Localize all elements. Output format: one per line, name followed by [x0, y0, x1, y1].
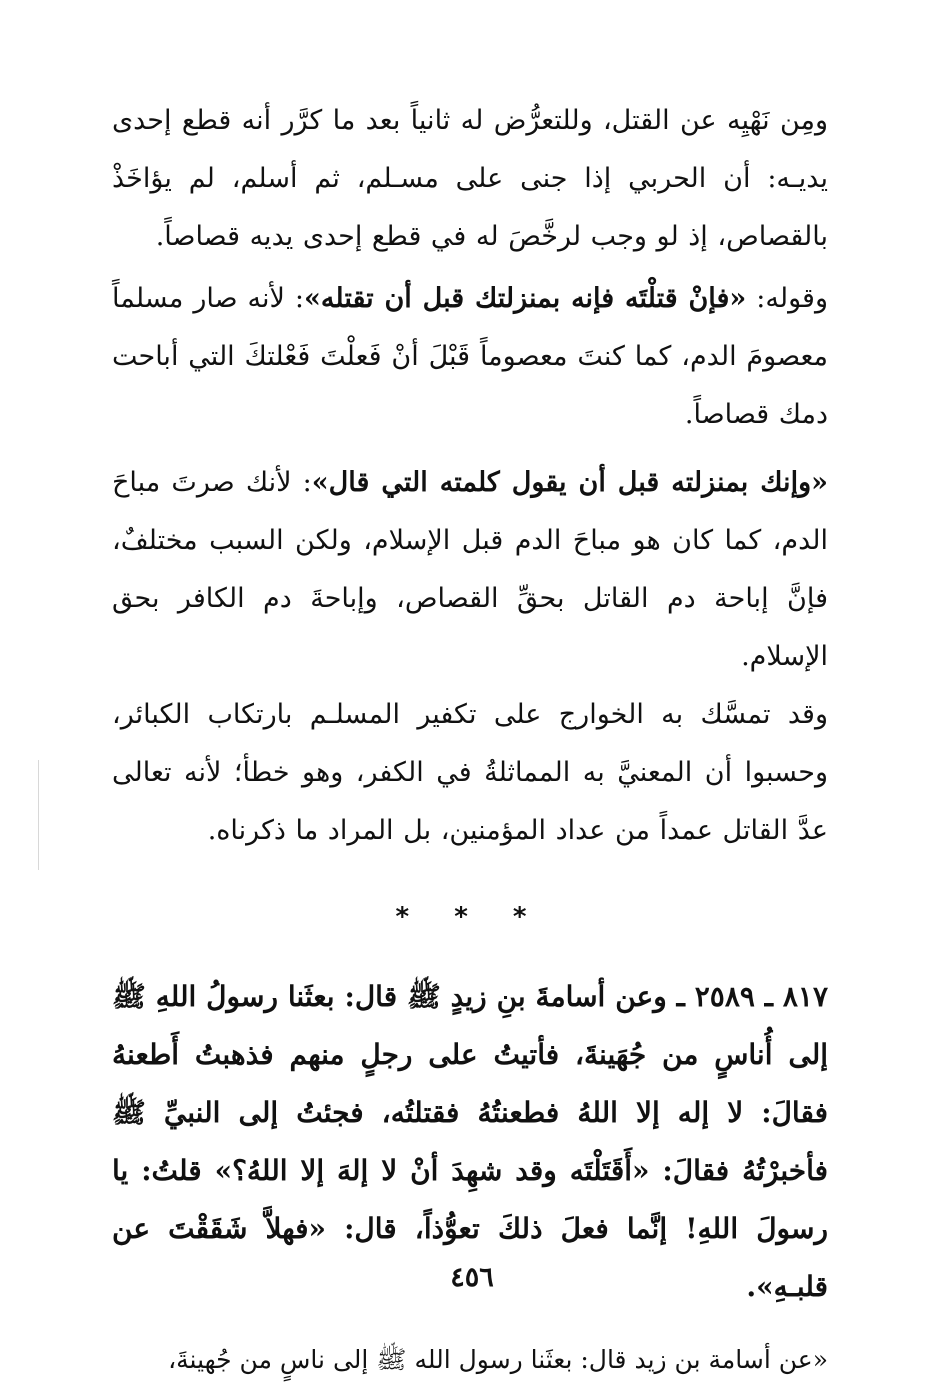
- hadith-number: ٨١٧ ـ ٢٥٨٩: [694, 980, 829, 1013]
- paragraph-text: وقوله:: [746, 283, 828, 314]
- commentary-paragraph-4: [112, 686, 828, 860]
- quoted-hadith-phrase: «فإنْ قتلْتَه فإنه بمنزلتك قبل أن تقتله»: [304, 283, 747, 314]
- footnote: «عن أسامة بن زيد قال: بعثَنا رسول الله ﷺ إلى ناسٍ من جُهينةَ،: [168, 1345, 828, 1374]
- commentary-paragraph-1: [112, 92, 828, 266]
- scan-margin-line: [38, 760, 39, 870]
- paragraph-text: : لأنك صرتَ مباحَ الدم، كما كان هو مباحَ الدم قبل الإسلام، ولكن السبب مختلفٌ، فإنَّ إباحة دم القاتل بحقِّ القصاص، وإباحةَ دم الكافر بحق الإسلام.: [112, 467, 828, 672]
- commentary-paragraph-3: [112, 454, 828, 686]
- page-number: ٤٥٦: [450, 1262, 494, 1293]
- paragraph-text: : لأنه صار مسلماً معصومَ الدم، كما كنتَ معصوماً قَبْلَ أنْ فَعلْتَ فَعْلتكَ التي أباحت دمك قصاصاً.: [112, 283, 828, 430]
- hadith-body: ـ وعن أسامةَ بنِ زيدٍ ﷺ قال: بعثَنا رسولُ اللهِ ﷺ إلى أُناسٍ من جُهَينةَ، فأتيتُ على رجلٍ منهم فذهبتُ أَطعنهُ فقالَ: لا إله إلا اللهُ فطعنتُهُ فقتلتُه، فجئتُ إلى النبيِّ ﷺ فأخبرْتُهُ فقالَ: «أَقَتَلْتَه وقد شهِدَ أنْ لا إلهَ إلا اللهُ؟» قلتُ: يا رسولَ اللهِ! إنَّما فعلَ ذلكَ تعوُّذاً، قال: «فهلاَّ شَقَقْتَ عن قلبـهِ».: [112, 980, 829, 1303]
- paragraph-text: ومِن نَهْيِه عن القتل، وللتعرُّض له ثانياً بعد ما كرَّر أنه قطع إحدى يديـه: أن الحربي إذا جنى على مسـلم، ثم أسلم، لم يؤاخَذْ بالقصاص، إذ لو وجب لرخَّصَ له في قطع إحدى يديه قصاصاً.: [112, 105, 828, 252]
- section-separator: * * *: [395, 902, 545, 932]
- commentary-paragraph-2: [112, 270, 828, 444]
- quoted-hadith-phrase: «وإنك بمنزلته قبل أن يقول كلمته التي قال»: [311, 467, 828, 498]
- paragraph-text: وقد تمسَّك به الخوارج على تكفير المسلـم بارتكاب الكبائر، وحسبوا أن المعنيَّ به المماثلةُ في الكفر، وهو خطأ؛ لأنه تعالى عدَّ القاتل عمداً من عداد المؤمنين، بل المراد ما ذكرناه.: [112, 699, 828, 846]
- page-body: [112, 92, 828, 1386]
